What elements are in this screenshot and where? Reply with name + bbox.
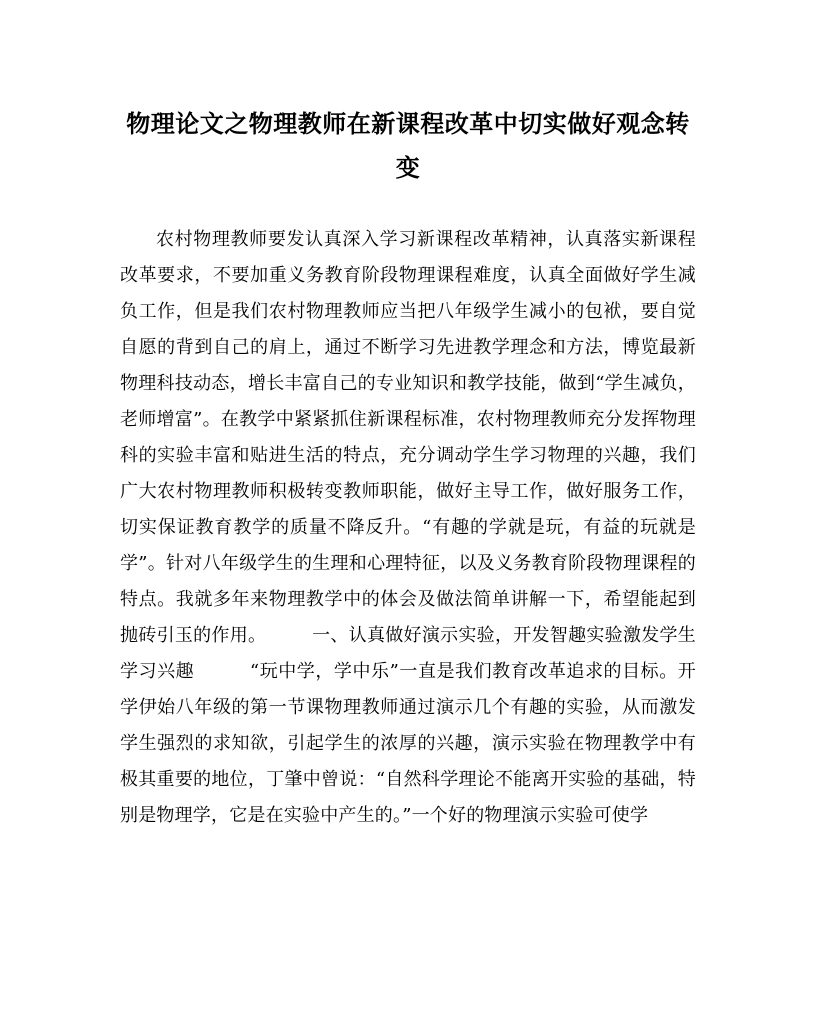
document-body-paragraph: 农村物理教师要发认真深入学习新课程改革精神，认真落实新课程改革要求，不要加重义务教育阶段物理课程难度，认真全面做好学生减负工作，但是我们农村物理教师应当把八年级学生减小的包袱，要自觉自愿的背到自己的肩上，通过不断学习先进教学理念和方法，博览最新物理科技动态，增长丰富自己的专业知识和教学技能，做到“学生减负，老师增富”。在教学中紧紧抓住新课程标准，农村物理教师充分发挥物理科的实验丰富和贴进生活的特点，充分调动学生学习物理的兴趣，我们广大农村物理教师积极转变教师职能，做好主导工作，做好服务工作，切实保证教育教学的质量不降反升。“有趣的学就是玩，有益的玩就是学”。针对八年级学生的生理和心理特征，以及义务教育阶段物理课程的特点。我就多年来物理教学中的体会及做法简单讲解一下，希望能起到抛砖引玉的作用。 一、认真做好演示实验，开发智趣实验激发学生学习兴趣 “玩中学，学中乐”一直是我们教育改革追求的目标。开学伊始八年级的第一节课物理教师通过演示几个有趣的实验，从而激发学生强烈的求知欲，引起学生的浓厚的兴趣，演示实验在物理教学中有极其重要的地位，丁肇中曾说：“自然科学理论不能离开实验的基础，特别是物理学，它是在实验中产生的。”一个好的物理演示实验可使学 — [120, 229, 696, 826]
document-title: 物理论文之物理教师在新课程改革中切实做好观念转变 — [126, 109, 690, 182]
